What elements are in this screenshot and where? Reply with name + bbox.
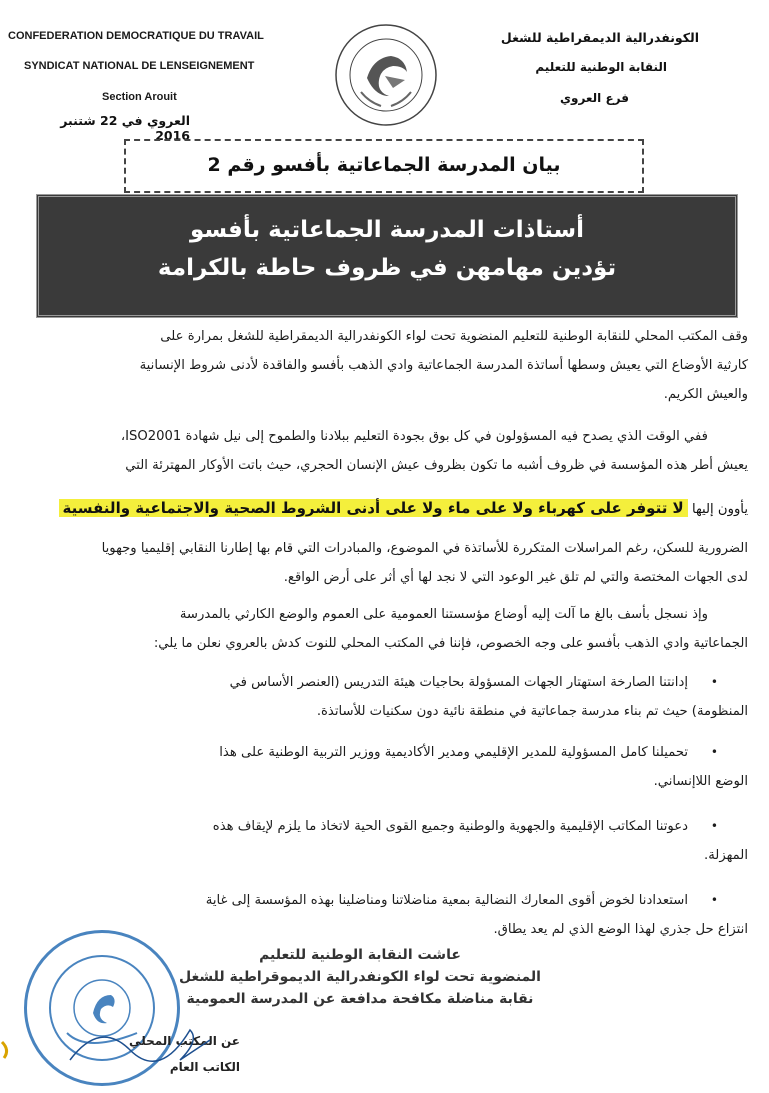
header-syndicat-ar: النقابة الوطنية للتعليم [535,60,667,74]
header-date: العروي في 22 شتنبر 2016 [60,113,190,143]
headline-banner [36,194,738,318]
signature-line-2: الكاتب العام [169,1060,240,1074]
closing-line-1: عاشت النقابة الوطنية للتعليم [259,947,461,963]
bullet-3-line-1: دعوتنا المكاتب الإقليمية والجهوية والوطنية وجميع القوى الحية لاتخاذ ما يلزم لإيقاف هذه [212,819,688,834]
bullet-1-line-1: إدانتنا الصارخة استهتار الجهات المسؤولة بحاجيات هيئة التدريس (العنصر الأساس في [229,675,688,690]
p2-line-1: ففي الوقت الذي يصدح فيه المسؤولون في كل بوق بجودة التعليم ببلادنا والطموح إلى نيل شهادة ISO2001، [120,429,708,444]
highlight-prefix: يأوون إليها [691,502,748,517]
headline-line1: أستاذات المدرسة الجماعاتية بأفسو [189,217,584,243]
highlight-line [38,492,748,524]
bullet-2-line-2: الوضع اللاإنساني. [653,774,748,789]
handwritten-signature [60,1010,220,1080]
paragraph-2-cont [38,534,748,592]
p2-line-2: يعيش أطر هذه المؤسسة في ظروف أشبه ما تكون بظروف عيش الإنسان الحجري، حيث باتت الأوكار المهترئة التي [125,458,748,473]
p1-line-3: والعيش الكريم. [663,387,748,402]
p3-line-2: الجماعاتية وادي الذهب بأفسو على وجه الخصوص، فإننا في المكتب المحلي للنوت كدش بالعروي نعلن ما يلي: [153,636,748,651]
closing-line-2: المنضوية تحت لواء الكونفدرالية الديموقراطية للشغل [179,969,541,985]
cdt-logo-icon [333,22,439,128]
bullet-icon: • [710,893,718,907]
closing-line-3: نقابة مناضلة مكافحة مدافعة عن المدرسة العمومية [186,991,534,1007]
p2-line-3: الضرورية للسكن، رغم المراسلات المتكررة للأساتذة في الموضوع، والمبادرات التي قام بها إطارنا النقابي إقليميا وجهويا [101,541,748,556]
bullet-1-line-2: المنظومة) حيث تم بناء مدرسة جماعاتية في منطقة نائية دون سكنيات للأساتذة. [316,704,748,719]
list-item [38,738,748,804]
paragraph-3 [38,600,748,658]
bullet-2-line-1: تحميلنا كامل المسؤولية للمدير الإقليمي ومدير الأكاديمية ووزير التربية الوطنية على هذا [219,745,688,760]
bullet-icon: • [710,675,718,689]
edge-mark [0,1040,14,1060]
bullet-list [38,668,748,946]
p2-line-4: لدى الجهات المختصة والتي لم تلق غير الوعود التي لا نجد لها أي أثر على أرض الواقع. [283,570,748,585]
bullet-icon: • [710,745,718,759]
p3-line-1: وإذ نسجل بأسف بالغ ما آلت إليه أوضاع مؤسستنا العمومية على العموم والوضع الكارثي بالمدرسة [179,607,708,622]
cdt-logo [333,22,439,128]
bullet-4-line-1: استعدادنا لخوض أقوى المعارك النضالية بمعية مناضلاتنا ومناضلينا بهذه المؤسسة إلى غاية [205,893,688,908]
header-syndicat-fr: SYNDICAT NATIONAL DE LENSEIGNEMENT [24,60,255,72]
paragraph-1 [38,322,748,409]
headline-line2: تؤدين مهامهن في ظروف حاطة بالكرامة [157,255,617,281]
bullet-3-line-2: المهزلة. [704,848,748,863]
closing-block [150,944,570,1010]
list-item [38,812,748,878]
p1-line-2: كارثية الأوضاع التي يعيش وسطها أساتذة المدرسة الجماعاتية وادي الذهب بأفسو والفاقدة لأدنى شروط الإنسانية [139,358,748,373]
header-section-fr: Section Arouit [102,91,177,103]
statement-title: بيان المدرسة الجماعاتية بأفسو رقم 2 [124,139,644,193]
list-item [38,668,748,732]
header-confederation-fr: CONFEDERATION DEMOCRATIQUE DU TRAVAIL [8,30,264,42]
highlighted-text: لا تتوفر على كهرباء ولا على ماء ولا على أدنى الشروط الصحية والاجتماعية والنفسية [59,499,688,517]
p1-line-1: وقف المكتب المحلي للنقابة الوطنية للتعليم المنضوية تحت لواء الكونفدرالية الديمقراطية للشغل بمرارة على [160,329,748,344]
header-branch-ar: فرع العروي [559,91,629,105]
bullet-icon: • [710,819,718,833]
paragraph-2 [38,422,748,480]
bullet-4-line-2: انتزاع حل جذري لهذا الوضع الذي لم يعد يطاق. [493,922,748,937]
header-confederation-ar: الكونفدرالية الديمقراطية للشغل [500,30,699,45]
signature-line-1: عن المكتب المحلي [129,1034,240,1048]
